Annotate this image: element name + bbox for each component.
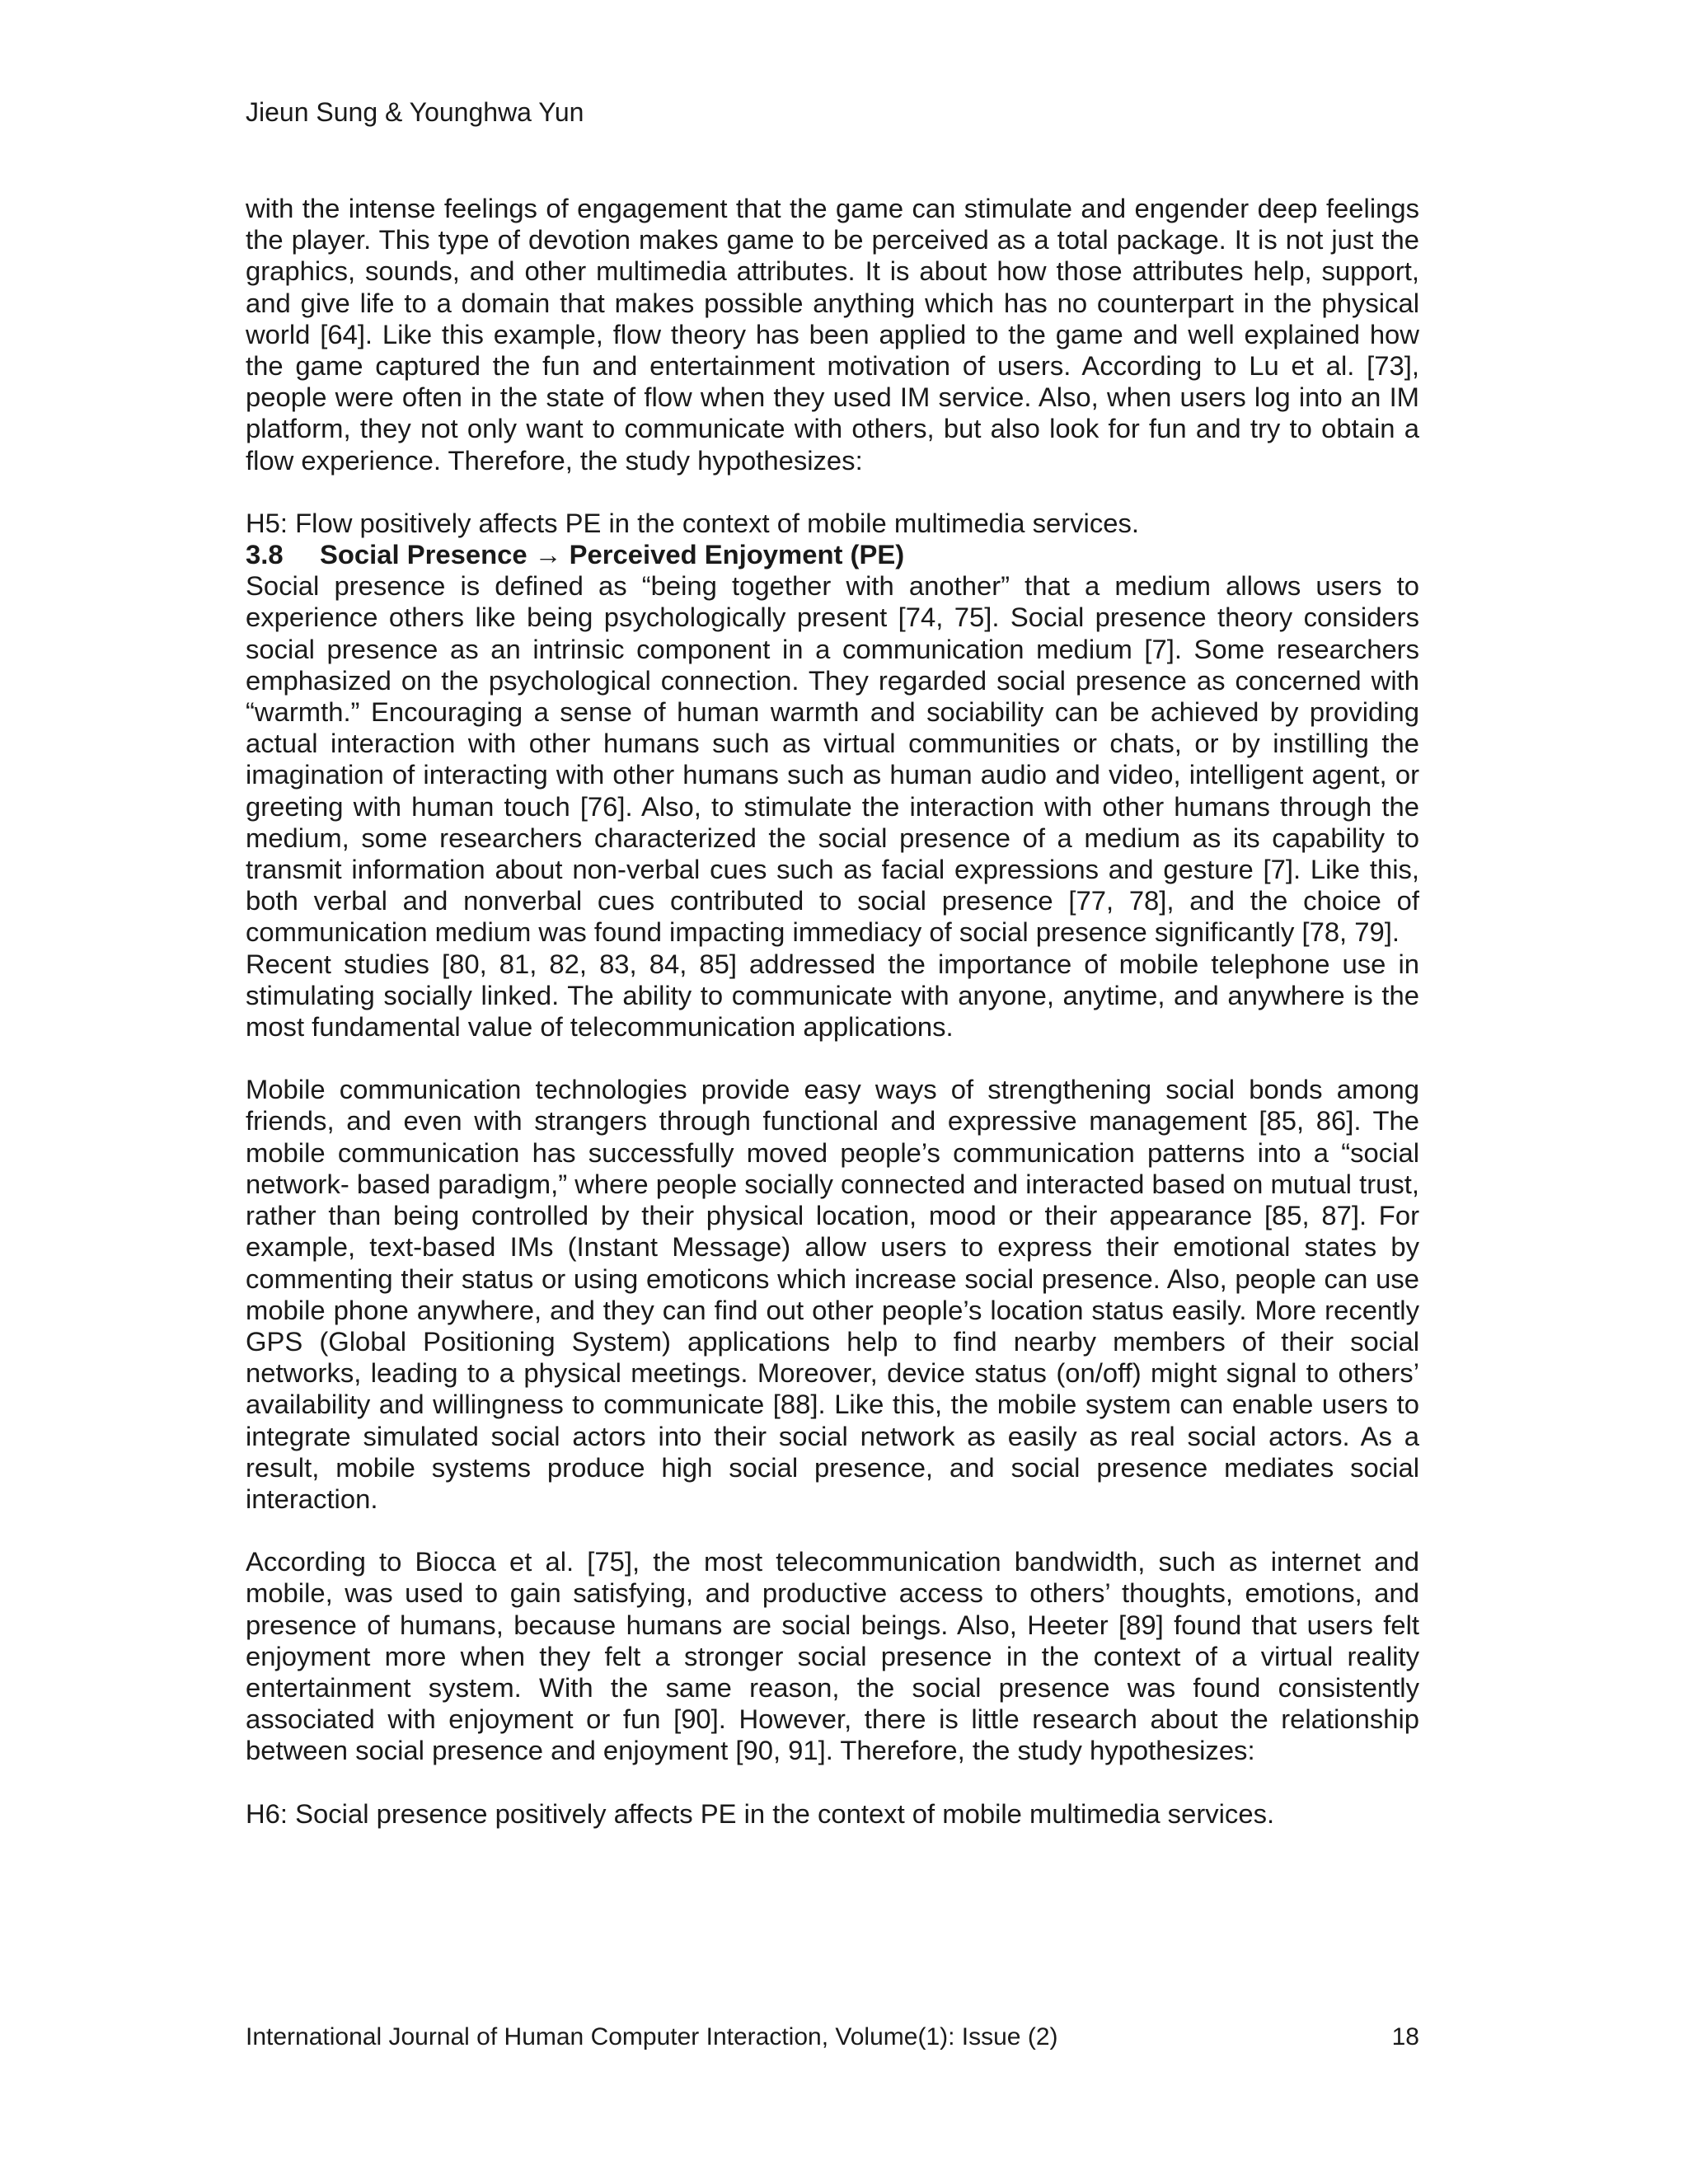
paragraph-social-presence-definition: Social presence is defined as “being together with another” that a medium allows users to experience others like being psychologically present [74, 75]. Social presence theory considers social presence as an intrinsic component in a communication medium [7]. Some researchers emphasized on the psychological connection. They regarded social presence as concerned with “warmth.” Encouraging a sense of human warmth and sociability can be achieved by providing actual interaction with other humans such as virtual communities or chats, or by instilling the imagination of interacting with other humans such as human audio and video, intelligent agent, or greeting with human touch [76]. Also, to stimulate the interaction with other humans through the medium, some researchers characterized the social presence of a medium as its capability to transmit information about non-verbal cues such as facial expressions and gesture [7]. Like this, both verbal and nonverbal cues contributed to social presence [77, 78], and the choice of communication medium was found impacting immediacy of social presence significantly [78, 79].: [246, 570, 1419, 948]
section-title-part1: Social Presence: [320, 539, 528, 570]
page-number: 18: [1391, 2023, 1419, 2050]
hypothesis-h5: H5: Flow positively affects PE in the context of mobile multimedia services.: [246, 507, 1139, 538]
section-number: 3.8: [246, 539, 284, 570]
paragraph-biocca: According to Biocca et al. [75], the most telecommunication bandwidth, such as internet and mobile, was used to gain satisfying, and productive access to others’ thoughts, emotions, and presence of humans, because humans are social beings. Also, Heeter [89] found that users felt enjoyment more when they felt a stronger social presence in the context of a virtual reality entertainment system. With the same reason, the social presence was found consistently associated with enjoyment or fun [90]. However, there is little research about the relationship between social presence and enjoyment [90, 91]. Therefore, the study hypothesizes:: [246, 1546, 1419, 1766]
journal-citation: International Journal of Human Computer Interaction, Volume(1): Issue (2): [246, 2023, 1058, 2050]
running-head: Jieun Sung & Younghwa Yun: [246, 97, 584, 127]
arrow-right-icon: →: [534, 539, 562, 570]
hypothesis-h6: H6: Social presence positively affects PE in the context of mobile multimedia services.: [246, 1797, 1275, 1829]
section-heading: [246, 539, 1419, 570]
body-text: [246, 193, 1419, 1830]
paragraph-mobile-communication: Mobile communication technologies provide easy ways of strengthening social bonds among friends, and even with strangers through functional and expressive management [85, 86]. The mobile communication has successfully moved people’s communication patterns into a “social network- based paradigm,” where people socially connected and interacted based on mutual trust, rather than being controlled by their physical location, mood or their appearance [85, 87]. For example, text-based IMs (Instant Message) allow users to express their emotional states by commenting their status or using emoticons which increase social presence. Also, people can use mobile phone anywhere, and they can find out other people’s location status easily. More recently GPS (Global Positioning System) applications help to find nearby members of their social networks, leading to a physical meetings. Moreover, device status (on/off) might signal to others’ availability and willingness to communicate [88]. Like this, the mobile system can enable users to integrate simulated social actors into their social network as easily as real social actors. As a result, mobile systems produce high social presence, and social presence mediates social interaction.: [246, 1074, 1419, 1514]
paragraph-flow-continuation: with the intense feelings of engagement that the game can stimulate and engender deep feelings the player. This type of devotion makes game to be perceived as a total package. It is not just the graphics, sounds, and other multimedia attributes. It is about how those attributes help, support, and give life to a domain that makes possible anything which has no counterpart in the physical world [64]. Like this example, flow theory has been applied to the game and well explained how the game captured the fun and entertainment motivation of users. According to Lu et al. [73], people were often in the state of flow when they used IM service. Also, when users log into an IM platform, they not only want to communicate with others, but also look for fun and try to obtain a flow experience. Therefore, the study hypothesizes:: [246, 193, 1419, 476]
section-title-part2: Perceived Enjoyment (PE): [569, 539, 905, 570]
page-footer: [246, 2022, 1419, 2052]
paragraph-recent-studies: Recent studies [80, 81, 82, 83, 84, 85] addressed the importance of mobile telephone use in stimulating socially linked. The ability to communicate with anyone, anytime, and anywhere is the most fundamental value of telecommunication applications.: [246, 948, 1419, 1043]
